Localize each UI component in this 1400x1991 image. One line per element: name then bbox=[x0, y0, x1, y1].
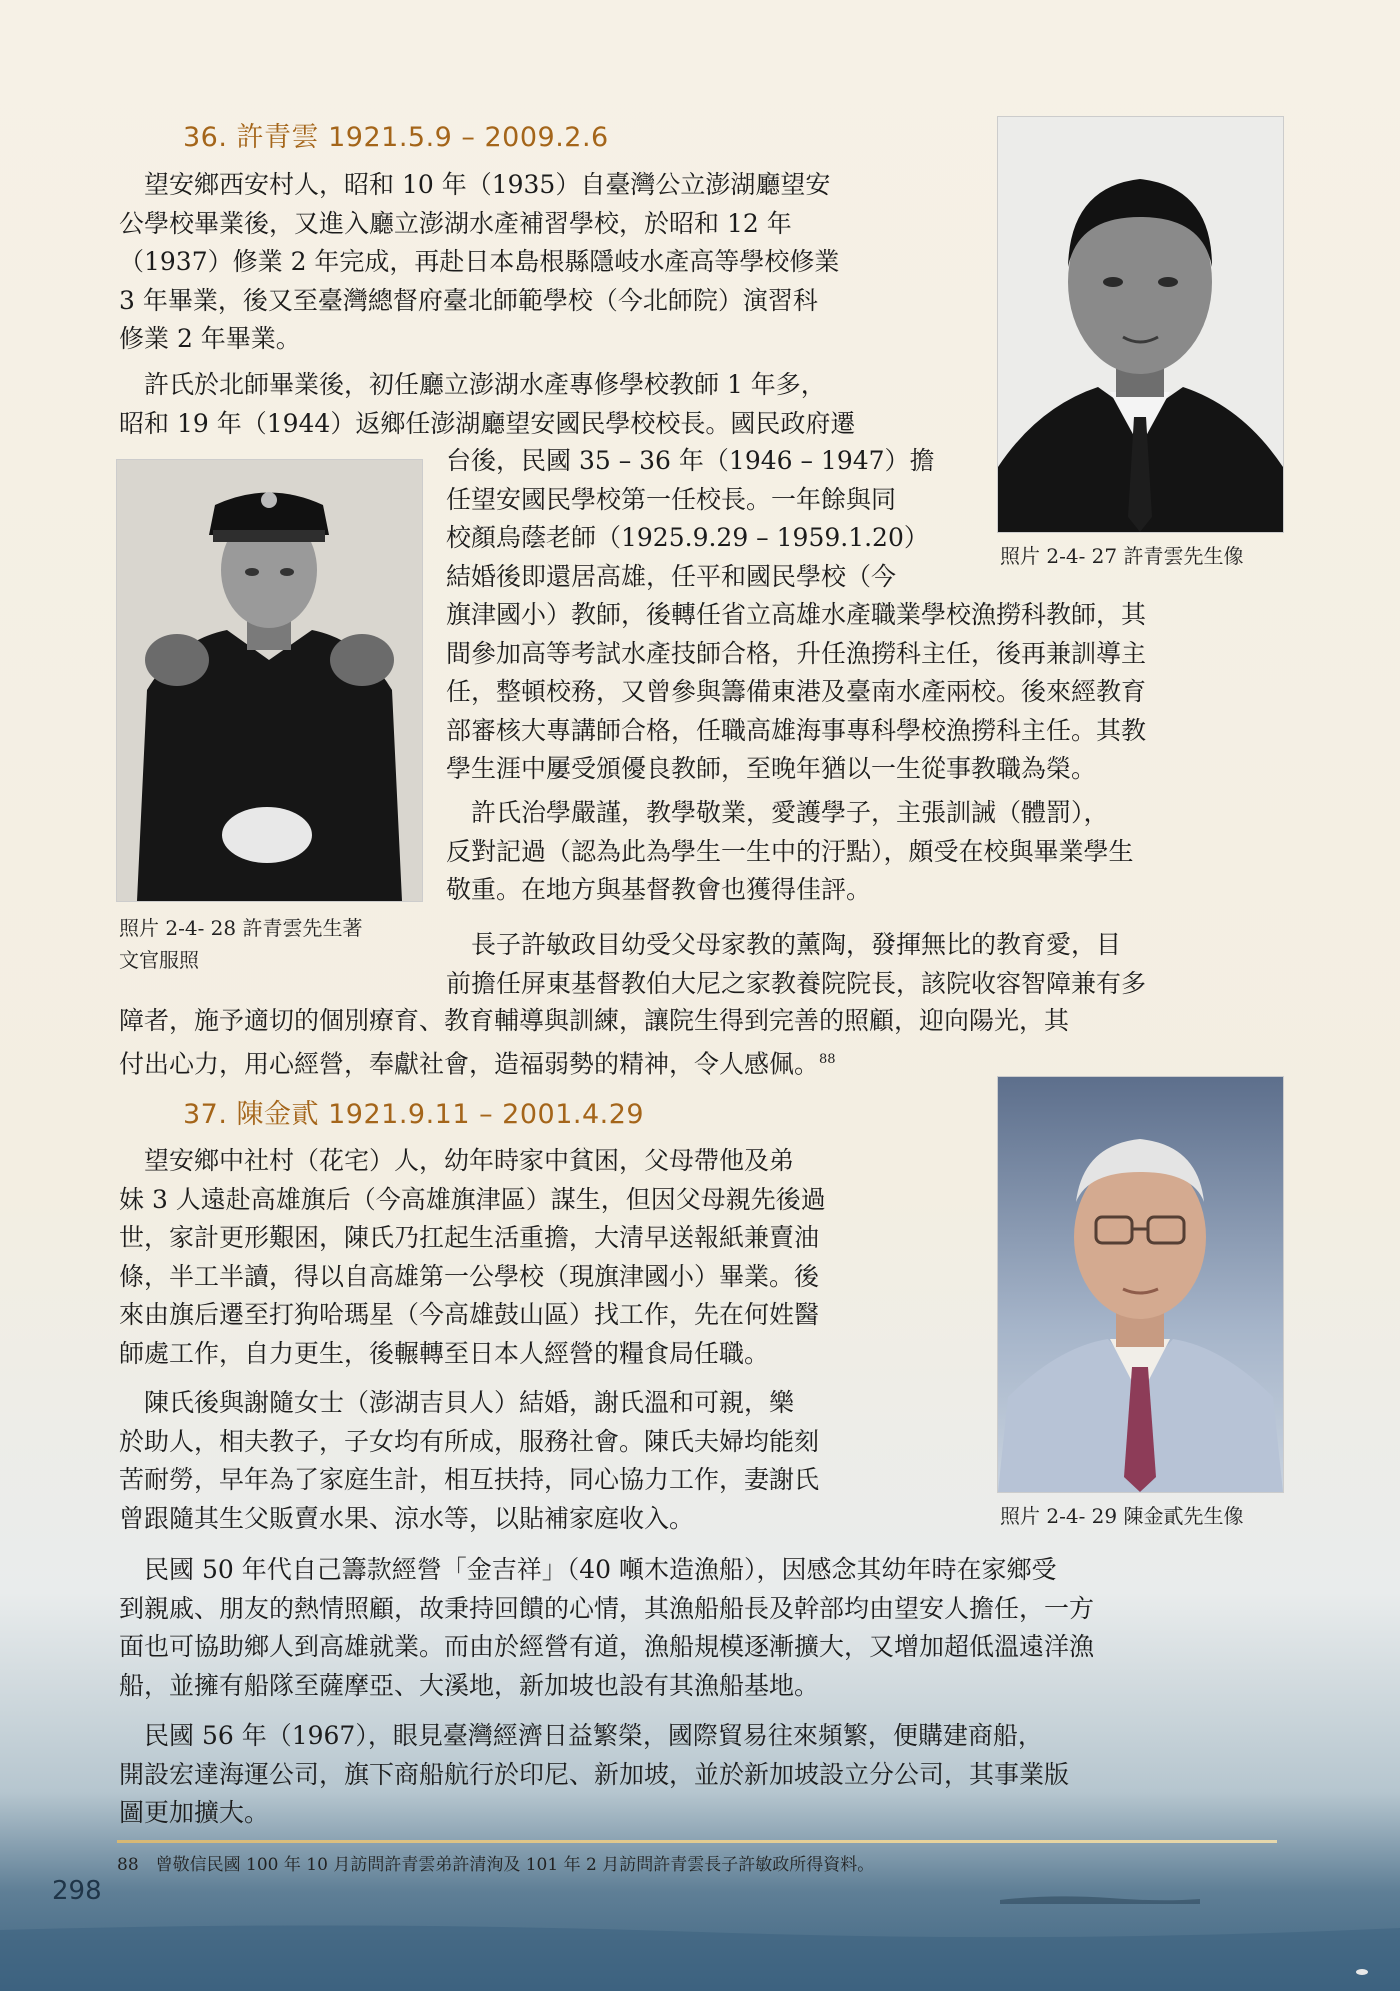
text-line: 部審核大專講師合格，任職高雄海事專科學校漁撈科主任。其教 bbox=[446, 715, 1147, 745]
section-37-paragraph-2 bbox=[119, 1384, 980, 1538]
section-36-paragraph-4 bbox=[446, 926, 1283, 1003]
page-number: 298 bbox=[52, 1876, 102, 1906]
text-line: 3 年畢業，後又至臺灣總督府臺北師範學校（今北師院）演習科 bbox=[119, 285, 818, 315]
text-line: 來由旗后遷至打狗哈瑪星（今高雄鼓山區）找工作，先在何姓醫 bbox=[119, 1300, 820, 1329]
text-line: 條，半工半讀，得以自高雄第一公學校（現旗津國小）畢業。後 bbox=[119, 1261, 820, 1291]
footnote-reference[interactable]: 88 bbox=[819, 1051, 836, 1067]
section-37-heading: 37. 陳金貳 1921.9.11 – 2001.4.29 bbox=[183, 1099, 645, 1130]
text-line: 結婚後即還居高雄，任平和國民學校（今 bbox=[446, 561, 897, 591]
text-line: 任，整頓校務，又曾參與籌備東港及臺南水產兩校。後來經教育 bbox=[446, 677, 1147, 706]
text-line: 妹 3 人遠赴高雄旗后（今高雄旗津區）謀生，但因父母親先後過 bbox=[119, 1184, 826, 1214]
text-line: 望安鄉西安村人，昭和 10 年（1935）自臺灣公立澎湖廳望安 bbox=[119, 170, 831, 199]
section-36-heading: 36. 許青雲 1921.5.9 – 2009.2.6 bbox=[183, 122, 609, 153]
text-line-content: 付出心力，用心經營，奉獻社會，造福弱勢的精神，令人感佩。 bbox=[119, 1048, 820, 1078]
photo-chen-portrait bbox=[998, 1077, 1283, 1492]
uniform-image bbox=[117, 460, 422, 901]
footnote-88: 88 曾敬信民國 100 年 10 月訪問許青雲弟許清洵及 101 年 2 月訪問許青雲長子許敏政所得資料。 bbox=[117, 1855, 875, 1875]
text-line: 望安鄉中社村（花宅）人，幼年時家中貧困，父母帶他及弟 bbox=[119, 1146, 795, 1175]
text-line: 師處工作，自力更生，後輾轉至日本人經營的糧食局任職。 bbox=[119, 1338, 770, 1368]
photo-hsu-portrait bbox=[998, 117, 1283, 532]
section-36-paragraph-3 bbox=[446, 794, 1283, 910]
section-36-paragraph-1 bbox=[119, 166, 980, 359]
text-line: 許氏於北師畢業後，初任廳立澎湖水產專修學校教師 1 年多， bbox=[119, 370, 826, 399]
footnote-divider bbox=[117, 1840, 1277, 1843]
text-line: 開設宏達海運公司，旗下商船航行於印尼、新加坡，並於新加坡設立分公司，其事業版 bbox=[119, 1759, 1070, 1789]
text-line: 昭和 19 年（1944）返鄉任澎湖廳望安國民學校校長。國民政府遷 bbox=[119, 408, 856, 438]
text-line: 民國 50 年代自己籌款經營「金吉祥」（40 噸木造漁船），因感念其幼年時在家鄉受 bbox=[119, 1555, 1057, 1584]
text-line: 任望安國民學校第一任校長。一年餘與同 bbox=[446, 484, 897, 514]
color-portrait-image bbox=[998, 1077, 1283, 1492]
text-line: 反對記過（認為此為學生一生中的汙點），頗受在校與畢業學生 bbox=[446, 836, 1134, 866]
text-line: 到親戚、朋友的熱情照顧，故秉持回饋的心情，其漁船船長及幹部均由望安人擔任，一方 bbox=[119, 1593, 1095, 1623]
text-line: 許氏治學嚴謹，教學敬業，愛護學子，主張訓誡（體罰）， bbox=[446, 798, 1109, 827]
caption-photo-27: 照片 2-4- 27 許青雲先生像 bbox=[1000, 544, 1244, 568]
section-36-paragraph-2 bbox=[119, 366, 980, 443]
caption-photo-28 bbox=[119, 912, 363, 976]
text-line: 圖更加擴大。 bbox=[119, 1798, 270, 1827]
section-37-paragraph-1 bbox=[119, 1142, 980, 1373]
caption-line: 照片 2-4- 28 許青雲先生著 bbox=[119, 916, 363, 940]
text-line: 船，並擁有船隊至薩摩亞、大溪地，新加坡也設有其漁船基地。 bbox=[119, 1670, 820, 1700]
sea-background-decoration bbox=[0, 1860, 1400, 1991]
text-line: 間參加高等考試水產技師合格，升任漁撈科主任，後再兼訓導主 bbox=[446, 638, 1147, 668]
text-line: 陳氏後與謝隨女士（澎湖吉貝人）結婚，謝氏溫和可親，樂 bbox=[119, 1388, 795, 1417]
caption-photo-29: 照片 2-4- 29 陳金貳先生像 bbox=[1000, 1504, 1244, 1528]
text-line: 敬重。在地方與基督教會也獲得佳評。 bbox=[446, 875, 872, 904]
text-line: 於助人，相夫教子，子女均有所成，服務社會。陳氏夫婦均能刻 bbox=[119, 1426, 820, 1456]
text-line: 台後，民國 35 – 36 年（1946 – 1947）擔 bbox=[446, 446, 935, 475]
photo-hsu-uniform bbox=[117, 460, 422, 901]
text-line: 苦耐勞，早年為了家庭生計，相互扶持，同心協力工作，妻謝氏 bbox=[119, 1465, 820, 1494]
section-36-paragraph-4-continued bbox=[119, 1002, 1283, 1083]
text-line: （1937）修業 2 年完成，再赴日本島根縣隱岐水產高等學校修業 bbox=[119, 247, 840, 276]
text-line: 校顏烏蔭老師（1925.9.29 – 1959.1.20） bbox=[446, 523, 929, 552]
section-36-paragraph-2-continued bbox=[446, 442, 983, 596]
text-line: 旗津國小）教師，後轉任省立高雄水產職業學校漁撈科教師，其 bbox=[446, 600, 1147, 629]
text-line: 民國 56 年（1967），眼見臺灣經濟日益繁榮，國際貿易往來頻繁，便購建商船， bbox=[119, 1721, 1043, 1750]
caption-line: 文官服照 bbox=[119, 948, 199, 972]
text-line: 學生涯中屢受頒優良教師，至晚年猶以一生從事教職為榮。 bbox=[446, 754, 1097, 783]
section-37-paragraph-3 bbox=[119, 1551, 1283, 1705]
section-36-paragraph-2-end bbox=[446, 596, 1283, 789]
text-line: 修業 2 年畢業。 bbox=[119, 324, 301, 353]
text-line: 曾跟隨其生父販賣水果、涼水等，以貼補家庭收入。 bbox=[119, 1503, 695, 1533]
text-line: 公學校畢業後，又進入廳立澎湖水產補習學校，於昭和 12 年 bbox=[119, 208, 792, 238]
portrait-image bbox=[998, 117, 1283, 532]
text-line: 面也可協助鄉人到高雄就業。而由於經營有道，漁船規模逐漸擴大，又增加超低溫遠洋漁 bbox=[119, 1632, 1095, 1661]
text-line: 障者，施予適切的個別療育、教育輔導與訓練，讓院生得到完善的照顧，迎向陽光，其 bbox=[119, 1006, 1070, 1035]
text-line: 世，家計更形艱困，陳氏乃扛起生活重擔，大清早送報紙兼賣油 bbox=[119, 1223, 820, 1252]
section-37-paragraph-4 bbox=[119, 1717, 1283, 1833]
text-line: 長子許敏政目幼受父母家教的薰陶，發揮無比的教育愛，目 bbox=[446, 930, 1122, 959]
text-line: 前擔任屏東基督教伯大尼之家教養院院長，該院收容智障兼有多 bbox=[446, 968, 1147, 998]
